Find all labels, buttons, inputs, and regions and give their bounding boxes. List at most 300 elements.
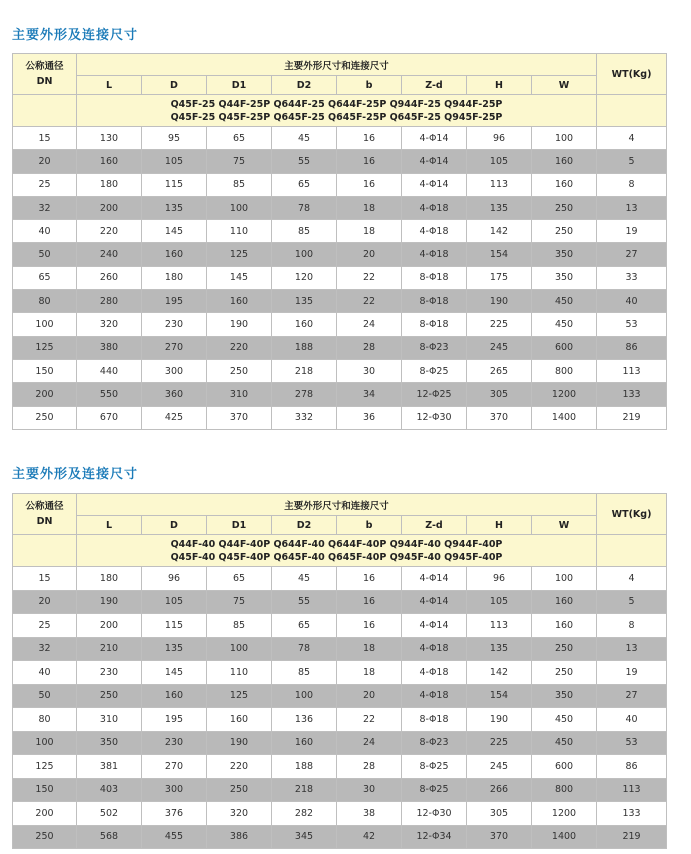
table-cell: 113 [597,359,667,382]
dn-cell: 80 [13,708,77,732]
table-cell: 42 [337,825,402,849]
table-cell: 30 [337,778,402,802]
table-cell: 135 [142,637,207,661]
table-cell: 55 [272,590,337,614]
table-cell: 350 [532,243,597,266]
table-cell: 190 [467,290,532,313]
table-cell: 175 [467,266,532,289]
table-cell: 4-Φ18 [402,637,467,661]
table-cell: 135 [467,637,532,661]
col-header: L [77,516,142,535]
dn-cell: 80 [13,290,77,313]
dn-cell: 15 [13,567,77,591]
col-header: Z-d [402,516,467,535]
table-cell: 180 [77,173,142,196]
table-cell: 250 [532,196,597,219]
table-cell: 86 [597,336,667,359]
table-cell: 195 [142,708,207,732]
table-cell: 105 [142,150,207,173]
dn-cell: 150 [13,778,77,802]
table-row [13,802,667,826]
dimension-table [12,53,667,430]
table-cell: 18 [337,637,402,661]
table-cell: 19 [597,220,667,243]
table-cell: 425 [142,406,207,429]
table-cell: 105 [467,150,532,173]
model-list [77,95,597,127]
table-cell: 210 [77,637,142,661]
table-cell: 85 [207,173,272,196]
table-row [13,173,667,196]
table-cell: 5 [597,150,667,173]
table-cell: 133 [597,383,667,406]
table-cell: 85 [272,661,337,685]
table-cell: 568 [77,825,142,849]
col-header: D2 [272,516,337,535]
table-cell: 65 [272,173,337,196]
table-cell: 110 [207,220,272,243]
table-row [13,614,667,638]
table-cell: 800 [532,778,597,802]
col-header: H [467,76,532,95]
table-cell: 154 [467,243,532,266]
column-header-row [13,76,667,95]
table-cell: 190 [77,590,142,614]
table-cell: 345 [272,825,337,849]
table-row [13,661,667,685]
table-cell: 85 [272,220,337,243]
table-cell: 4 [597,567,667,591]
table-cell: 180 [142,266,207,289]
table-cell: 360 [142,383,207,406]
table-cell: 250 [207,359,272,382]
table-cell: 403 [77,778,142,802]
dn-cell: 32 [13,637,77,661]
table-cell: 300 [142,778,207,802]
table-row [13,684,667,708]
table-cell: 180 [77,567,142,591]
table-cell: 78 [272,196,337,219]
table-cell: 8-Φ25 [402,755,467,779]
table-cell: 280 [77,290,142,313]
table-cell: 278 [272,383,337,406]
dn-cell: 150 [13,359,77,382]
table-cell: 8-Φ23 [402,731,467,755]
table-cell: 55 [272,150,337,173]
table-cell: 18 [337,196,402,219]
table-cell: 250 [207,778,272,802]
table-cell: 24 [337,313,402,336]
models-wt-spacer [597,535,667,567]
table-body [13,127,667,430]
table-cell: 160 [77,150,142,173]
table-cell: 145 [207,266,272,289]
table-cell: 13 [597,637,667,661]
dimension-table [12,493,667,849]
model-list-line: Q44F-40 Q44F-40P Q644F-40 Q644F-40P Q944F-40 Q944F-40P [170,538,503,550]
table-cell: 20 [337,243,402,266]
table-cell: 800 [532,359,597,382]
table-cell: 240 [77,243,142,266]
table-cell: 27 [597,684,667,708]
dn-cell: 25 [13,614,77,638]
table-cell: 300 [142,359,207,382]
table-cell: 440 [77,359,142,382]
col-header: D [142,516,207,535]
table-cell: 381 [77,755,142,779]
table-cell: 145 [142,661,207,685]
table-cell: 4-Φ14 [402,150,467,173]
table-cell: 96 [467,127,532,150]
table-cell: 4-Φ14 [402,567,467,591]
table-cell: 220 [207,336,272,359]
table-row [13,755,667,779]
model-list [77,535,597,567]
table-cell: 220 [77,220,142,243]
col-header: W [532,516,597,535]
model-list-line: Q45F-25 Q44F-25P Q644F-25 Q644F-25P Q944F-25 Q944F-25P [170,98,503,110]
table-cell: 350 [532,684,597,708]
table-cell: 115 [142,173,207,196]
table-cell: 4-Φ18 [402,220,467,243]
dn-header [13,54,77,95]
table-cell: 16 [337,173,402,196]
table-cell: 160 [272,313,337,336]
table-cell: 16 [337,567,402,591]
dn-cell: 25 [13,173,77,196]
table-cell: 188 [272,336,337,359]
table-cell: 154 [467,684,532,708]
table-cell: 4-Φ14 [402,127,467,150]
table-cell: 160 [142,243,207,266]
table-cell: 75 [207,150,272,173]
table-cell: 386 [207,825,272,849]
group-header: 主要外形尺寸和连接尺寸 [77,494,597,516]
table-row [13,590,667,614]
table-cell: 450 [532,708,597,732]
table-cell: 1200 [532,383,597,406]
table-cell: 380 [77,336,142,359]
table-cell: 22 [337,290,402,313]
table-cell: 230 [142,731,207,755]
table-body [13,567,667,849]
table-cell: 282 [272,802,337,826]
table-row [13,708,667,732]
table-cell: 200 [77,614,142,638]
weight-header: WT(Kg) [597,494,667,535]
table-cell: 8-Φ18 [402,313,467,336]
table-cell: 86 [597,755,667,779]
model-list-line: Q45F-40 Q45F-40P Q645F-40 Q645F-40P Q945F-40 Q945F-40P [170,551,503,563]
table-cell: 18 [337,661,402,685]
table-cell: 65 [272,614,337,638]
table-cell: 219 [597,406,667,429]
table-cell: 96 [142,567,207,591]
table-cell: 136 [272,708,337,732]
table-cell: 190 [207,313,272,336]
table-cell: 160 [142,684,207,708]
table-cell: 142 [467,220,532,243]
table-cell: 245 [467,755,532,779]
col-header: D [142,76,207,95]
dn-cell: 40 [13,220,77,243]
table-row [13,336,667,359]
dn-cell: 100 [13,731,77,755]
table-cell: 100 [532,567,597,591]
table-cell: 115 [142,614,207,638]
table-cell: 1400 [532,406,597,429]
table-cell: 160 [532,173,597,196]
table-cell: 100 [207,637,272,661]
table-cell: 8-Φ18 [402,266,467,289]
table-cell: 53 [597,731,667,755]
table-cell: 225 [467,731,532,755]
table-row [13,637,667,661]
table-cell: 113 [597,778,667,802]
table-cell: 4-Φ14 [402,173,467,196]
table-cell: 12-Φ30 [402,406,467,429]
table-cell: 305 [467,383,532,406]
table-cell: 4-Φ18 [402,196,467,219]
table-cell: 160 [532,614,597,638]
table-cell: 502 [77,802,142,826]
dn-cell: 50 [13,243,77,266]
table-cell: 105 [142,590,207,614]
table-cell: 12-Φ30 [402,802,467,826]
col-header: H [467,516,532,535]
table-cell: 16 [337,614,402,638]
col-header: L [77,76,142,95]
table-cell: 110 [207,661,272,685]
model-list-line: Q45F-25 Q45F-25P Q645F-25 Q645F-25P Q645F-25 Q945F-25P [170,111,503,123]
table-cell: 550 [77,383,142,406]
table-row [13,266,667,289]
dn-cell: 200 [13,802,77,826]
table-cell: 260 [77,266,142,289]
table-cell: 53 [597,313,667,336]
table-cell: 12-Φ25 [402,383,467,406]
table-cell: 19 [597,661,667,685]
table-cell: 125 [207,243,272,266]
table-cell: 370 [467,825,532,849]
table-cell: 8-Φ23 [402,336,467,359]
table-cell: 20 [337,684,402,708]
dn-cell: 65 [13,266,77,289]
table-row [13,778,667,802]
table-cell: 8-Φ25 [402,778,467,802]
table-cell: 200 [77,196,142,219]
table-cell: 370 [207,406,272,429]
table-cell: 220 [207,755,272,779]
table-cell: 8 [597,614,667,638]
table-cell: 16 [337,150,402,173]
dn-cell: 125 [13,755,77,779]
dn-sub-label: DN [36,76,53,87]
weight-header: WT(Kg) [597,54,667,95]
table-cell: 250 [532,661,597,685]
table-cell: 266 [467,778,532,802]
table-cell: 4-Φ18 [402,684,467,708]
table-cell: 13 [597,196,667,219]
col-header: b [337,76,402,95]
table-cell: 113 [467,614,532,638]
table-cell: 320 [77,313,142,336]
table-cell: 370 [467,406,532,429]
table-cell: 188 [272,755,337,779]
table-cell: 8-Φ25 [402,359,467,382]
table-row [13,127,667,150]
table-cell: 12-Φ34 [402,825,467,849]
table-cell: 320 [207,802,272,826]
table-row [13,359,667,382]
table-cell: 8 [597,173,667,196]
table-cell: 45 [272,127,337,150]
table-cell: 450 [532,731,597,755]
table-cell: 40 [597,708,667,732]
table-cell: 135 [142,196,207,219]
dn-cell: 20 [13,590,77,614]
table-cell: 270 [142,336,207,359]
table-cell: 4-Φ18 [402,661,467,685]
table-cell: 230 [77,661,142,685]
table-cell: 120 [272,266,337,289]
table-cell: 27 [597,243,667,266]
group-header: 主要外形尺寸和连接尺寸 [77,54,597,76]
table-row [13,313,667,336]
table-cell: 218 [272,359,337,382]
table-cell: 310 [207,383,272,406]
table-cell: 28 [337,336,402,359]
table-cell: 250 [532,637,597,661]
dn-cell: 15 [13,127,77,150]
col-header: D1 [207,76,272,95]
table-cell: 100 [532,127,597,150]
table-cell: 30 [337,359,402,382]
table-cell: 22 [337,266,402,289]
table-cell: 34 [337,383,402,406]
table-cell: 96 [467,567,532,591]
table-cell: 4-Φ14 [402,590,467,614]
table-cell: 4-Φ14 [402,614,467,638]
dn-label: 公称通径 [25,501,64,512]
dn-sub-label: DN [36,516,53,527]
table-cell: 142 [467,661,532,685]
table-cell: 1200 [532,802,597,826]
table-cell: 160 [532,150,597,173]
table-row [13,290,667,313]
table-cell: 450 [532,290,597,313]
table-cell: 225 [467,313,532,336]
table-cell: 95 [142,127,207,150]
table-row [13,406,667,429]
table-cell: 350 [532,266,597,289]
dn-cell: 125 [13,336,77,359]
col-header: b [337,516,402,535]
table-cell: 218 [272,778,337,802]
table-cell: 8-Φ18 [402,708,467,732]
table-cell: 40 [597,290,667,313]
table-cell: 8-Φ18 [402,290,467,313]
table-cell: 190 [207,731,272,755]
table-cell: 5 [597,590,667,614]
table-cell: 230 [142,313,207,336]
table-cell: 75 [207,590,272,614]
table-cell: 1400 [532,825,597,849]
dn-label: 公称通径 [25,61,64,72]
table-cell: 38 [337,802,402,826]
dn-cell: 100 [13,313,77,336]
table-cell: 33 [597,266,667,289]
dn-cell: 40 [13,661,77,685]
table-row [13,731,667,755]
table-cell: 113 [467,173,532,196]
table-cell: 16 [337,590,402,614]
column-header-row [13,516,667,535]
table-cell: 245 [467,336,532,359]
table-cell: 600 [532,755,597,779]
table-cell: 332 [272,406,337,429]
table-cell: 450 [532,313,597,336]
col-header: D2 [272,76,337,95]
col-header: Z-d [402,76,467,95]
table-row [13,220,667,243]
table-cell: 160 [272,731,337,755]
table-cell: 265 [467,359,532,382]
table-cell: 16 [337,127,402,150]
table-cell: 24 [337,731,402,755]
dn-cell: 20 [13,150,77,173]
table-cell: 65 [207,127,272,150]
table-row [13,567,667,591]
table-cell: 22 [337,708,402,732]
table-cell: 130 [77,127,142,150]
table-cell: 350 [77,731,142,755]
table-cell: 105 [467,590,532,614]
section-title: 主要外形及连接尺寸 [12,467,139,482]
table-cell: 145 [142,220,207,243]
table-cell: 376 [142,802,207,826]
table-cell: 135 [467,196,532,219]
table-cell: 4 [597,127,667,150]
table-cell: 190 [467,708,532,732]
table-cell: 455 [142,825,207,849]
table-cell: 36 [337,406,402,429]
table-cell: 195 [142,290,207,313]
table-cell: 135 [272,290,337,313]
dn-cell: 32 [13,196,77,219]
table-cell: 28 [337,755,402,779]
table-cell: 18 [337,220,402,243]
table-cell: 100 [207,196,272,219]
models-dn-spacer [13,535,77,567]
table-cell: 310 [77,708,142,732]
dn-cell: 250 [13,825,77,849]
table-cell: 160 [207,708,272,732]
table-cell: 160 [532,590,597,614]
table-cell: 250 [532,220,597,243]
col-header: D1 [207,516,272,535]
table-cell: 219 [597,825,667,849]
table-cell: 100 [272,243,337,266]
models-wt-spacer [597,95,667,127]
table-row [13,196,667,219]
table-cell: 133 [597,802,667,826]
table-cell: 4-Φ18 [402,243,467,266]
dn-cell: 200 [13,383,77,406]
dn-header [13,494,77,535]
dn-cell: 250 [13,406,77,429]
table-cell: 160 [207,290,272,313]
